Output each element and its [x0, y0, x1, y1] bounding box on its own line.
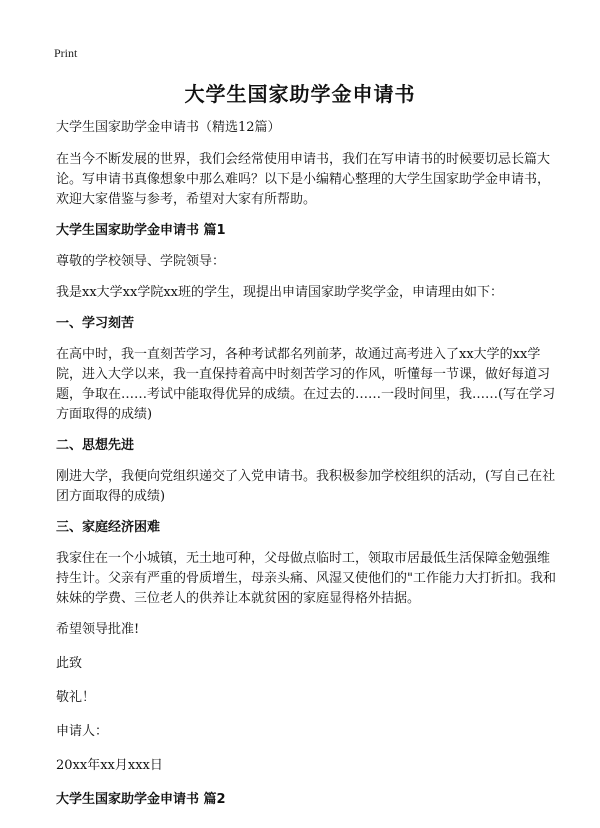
print-label: Print — [54, 46, 78, 60]
section-1-paragraph: 在高中时，我一直刻苦学习，各种考试都名列前茅，故通过高考进入了xx大学的xx学院，进入大学以来，我一直保持着高中时刻苦学习的作风，听懂每一节课，做好每道习题，争取在……考试中能取得优异的成绩。在过去的……一段时间里，我……(写在学习方面取得的成绩) — [56, 347, 556, 422]
document-subtitle: 大学生国家助学金申请书（精选12篇） — [56, 120, 281, 135]
salutation: 尊敬的学校领导、学院领导： — [56, 254, 226, 269]
section-1-heading: 一、学习刻苦 — [56, 316, 135, 331]
document-title: 大学生国家助学金申请书 — [184, 82, 416, 106]
document-body — [56, 118, 556, 821]
opening-paragraph: 我是xx大学xx学院xx班的学生，现提出申请国家助学奖学金，申请理由如下： — [56, 285, 503, 300]
section-2-heading: 二、思想先进 — [56, 438, 135, 453]
article-1-heading: 大学生国家助学金申请书 篇1 — [56, 223, 226, 238]
section-3-paragraph: 我家住在一个小城镇，无土地可种，父母做点临时工，领取市居最低生活保障金勉强维持生计。父亲有严重的骨质增生，母亲头痛、风湿又使他们的"工作能力大打折扣。我和妹妹的学费、三位老人的供养让本就贫困的家庭显得格外拮据。 — [56, 551, 556, 606]
closing-line-2: 敬礼！ — [56, 690, 96, 705]
intro-paragraph: 在当今不断发展的世界，我们会经常使用申请书，我们在写申请书的时候要切忌长篇大论。写申请书真像想象中那么难吗？以下是小编精心整理的大学生国家助学金申请书，欢迎大家借鉴与参考，希望对大家有所帮助。 — [56, 152, 551, 207]
closing-line-1: 此致 — [56, 656, 83, 671]
applicant-line: 申请人： — [56, 724, 109, 739]
request-line: 希望领导批准! — [56, 622, 140, 637]
section-3-heading: 三、家庭经济困难 — [56, 520, 161, 535]
article-2-heading: 大学生国家助学金申请书 篇2 — [56, 792, 226, 807]
date-line: 20xx年xx月xxx日 — [56, 758, 163, 773]
section-2-paragraph: 刚进大学，我便向党组织递交了入党申请书。我积极参加学校组织的活动，(写自己在社团方面取得的成绩) — [56, 469, 556, 504]
